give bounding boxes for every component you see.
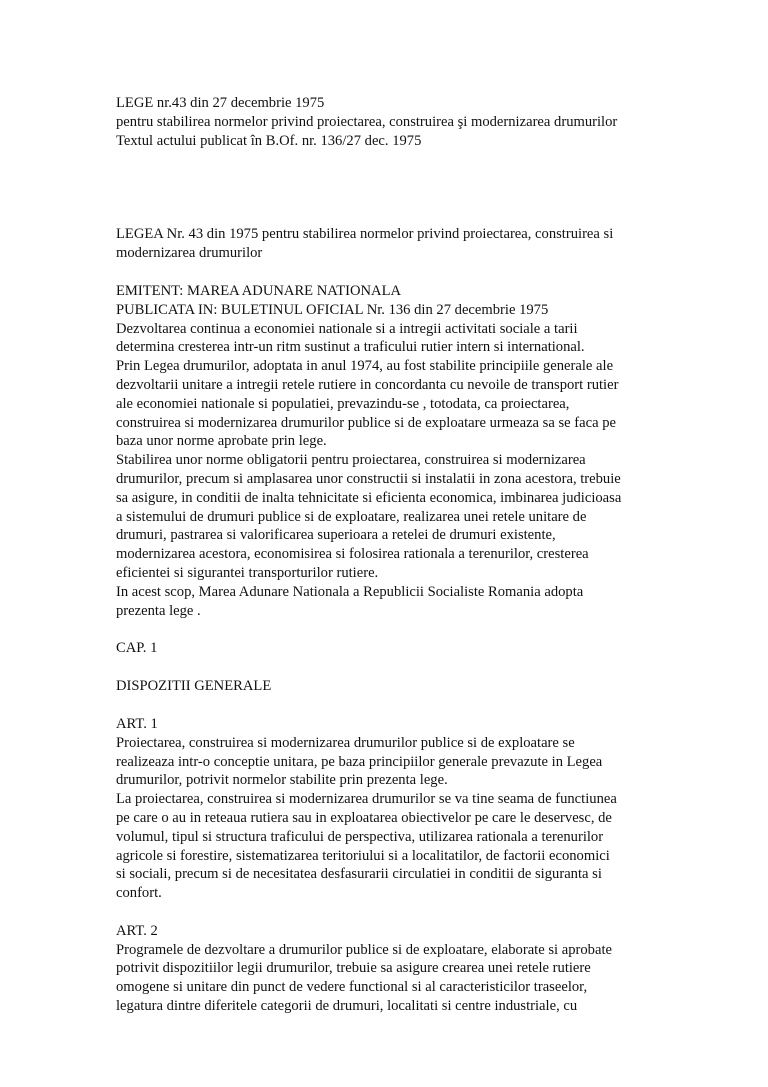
spacer [116, 620, 676, 639]
header-line-law: LEGE nr.43 din 27 decembrie 1975 [116, 95, 325, 111]
preamble-paragraph: Dezvoltarea continua a economiei nationale si a intregii activitati sociale a tarii determina cresterea intr-un ritm sustinut a traficului rutier intern si international. [116, 320, 585, 356]
document-header [116, 94, 676, 150]
article-heading: ART. 1 [116, 715, 158, 732]
issuer-line: EMITENT: MAREA ADUNARE NATIONALA [116, 282, 402, 299]
preamble-paragraph: Stabilirea unor norme obligatorii pentru proiectarea, construirea si modernizarea drumurilor, precum si amplasarea unor constructii si instalatii in zona acestora, trebuie sa asigure, in conditii de inalta tehnicitate si eficienta economica, imbinarea judicioasa a sistemului de drumuri publice si de exploatare, realizarea unei retele unitare de drumuri, pastrarea si valorificarea superioara a retelei de drumuri existente, modernizarea acestora, economisirea si folosirea rationala a terenurilor, cresterea eficientei si sigurantei transporturilor rutiere. [116, 452, 622, 581]
preamble-paragraph: In acest scop, Marea Adunare Nationala a Republicii Socialiste Romania adopta prezenta lege . [116, 583, 584, 619]
spacer [116, 263, 676, 282]
publication-line: PUBLICATA IN: BULETINUL OFICIAL Nr. 136 din 27 decembrie 1975 [116, 301, 549, 318]
article-heading: ART. 2 [116, 922, 158, 939]
header-line-publication: Textul actului publicat în B.Of. nr. 136/27 dec. 1975 [116, 132, 422, 149]
preamble-paragraph: Prin Legea drumurilor, adoptata in anul 1974, au fost stabilite principiile generale ale dezvoltarii unitare a intregii retele rutiere in concordanta cu nevoile de transport rutier ale economiei nationale si populatiei, prevazindu-se , totodata, ca proiectarea, construirea si modernizarea drumurilor publice si de exploatare urmeaza sa se faca pe baza unor norme aprobate prin lege. [116, 358, 619, 450]
spacer [116, 150, 676, 225]
article-paragraph: Programele de dezvoltare a drumurilor publice si de exploatare, elaborate si aprobate potrivit dispozitiilor legii drumurilor, trebuie sa asigure crearea unei retele rutiere omogene si unitare din punct de vedere functional si al caracteristicilor traseelor, legatura dintre diferitele categorii de drumuri, localitati si centre industriale, cu [116, 941, 612, 1015]
chapter-name: DISPOZITII GENERALE [116, 678, 272, 695]
article-paragraph: Proiectarea, construirea si modernizarea drumurilor publice si de exploatare se realizeaza intr-o conceptie unitara, pe baza principiilor generale prevazute in Legea drumurilor, potrivit normelor stabilite prin prezenta lege. [116, 734, 603, 789]
article-paragraph: La proiectarea, construirea si modernizarea drumurilor se va tine seama de functiunea pe care o au in reteaua rutiera sau in exploatarea obiectivelor pe care le deservesc, de volumul, tipul si structura traficului de perspectiva, utilizarea rationala a terenurilor agricole si forestire, sistematizarea teritoriului si a localitatilor, de factorii economici si sociali, precum si de necesitatea desfasurarii circulatiei in conditii de siguranta si confort. [116, 791, 617, 902]
header-line-subject: pentru stabilirea normelor privind proiectarea, construirea şi modernizarea drumurilor [116, 113, 618, 130]
spacer [116, 696, 676, 715]
spacer [116, 658, 676, 677]
law-title: LEGEA Nr. 43 din 1975 pentru stabilirea normelor privind proiectarea, construirea si modernizarea drumurilor [116, 226, 614, 262]
spacer [116, 903, 676, 922]
document-body [116, 94, 676, 1016]
chapter-number: CAP. 1 [116, 640, 158, 657]
